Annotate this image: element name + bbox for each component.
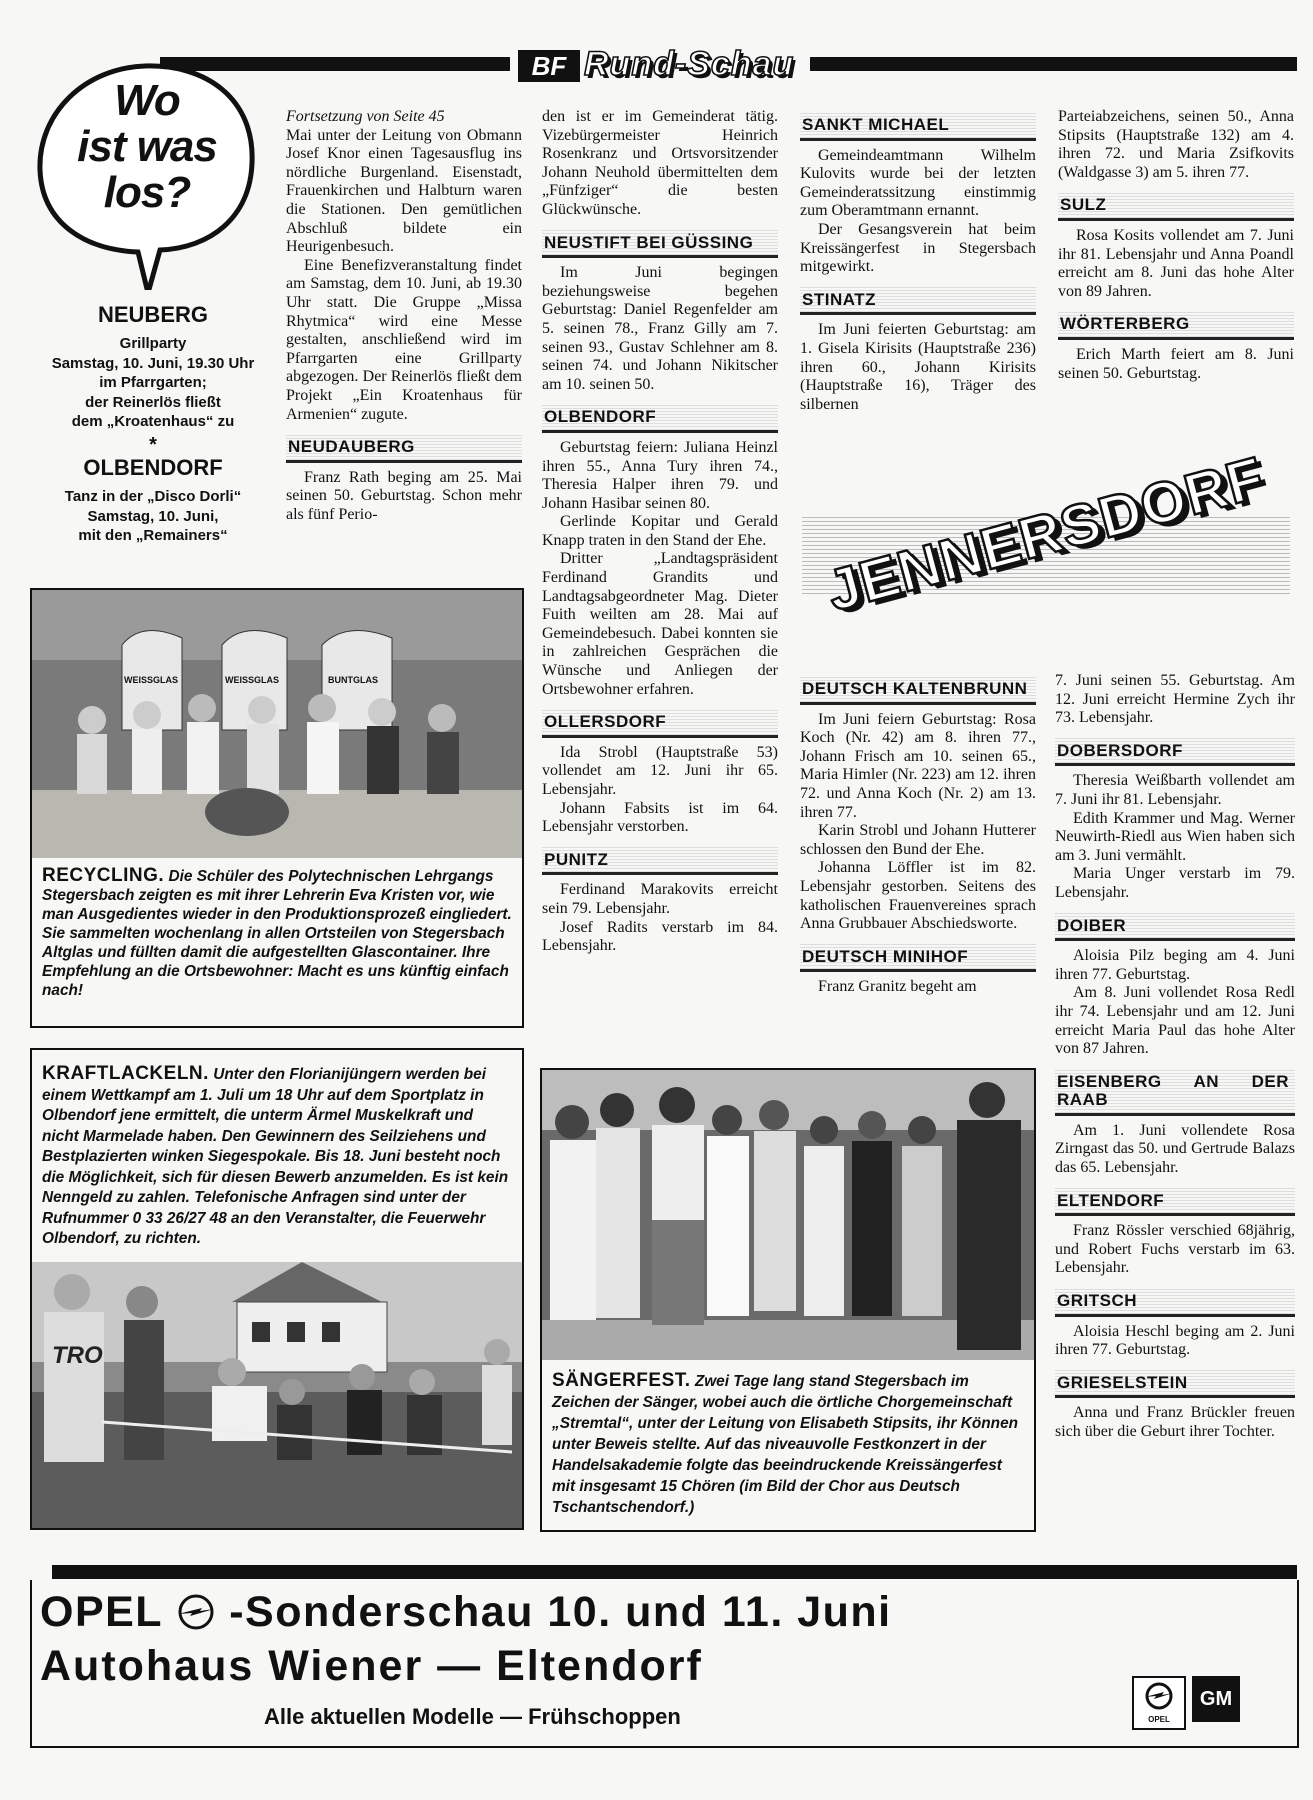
caption-lead: SÄNGERFEST. — [552, 1370, 691, 1391]
caption-text: Die Schüler des Polytechnischen Lehrgangs Stegersbach zeigten es mit ihrer Lehrerin Eva Kristen vor, wie man Ausgedientes wieder in den Produktionsprozeß eingliedert. Sie sammelten wochenlang in allen Ortsteilen von Stegersbach Altglas und füllten damit die aufgestellten Glascontainer. Ihre Empfehlung an die Ortsbewohner: Macht es uns künftig einfach nach! — [42, 868, 512, 999]
section-head-neudauberg: NEUDAUBERG — [286, 434, 522, 463]
bubble-line-2: ist was — [77, 122, 217, 171]
article-text: Rosa Kosits vollendet am 7. Juni ihr 81. Lebensjahr und Anna Poandl erreicht am 8. Juni das hohe Alter von 89 Jahren. — [1058, 226, 1294, 300]
article-text: Am 1. Juni vollendete Rosa Zirngast das 50. und Gertrude Balazs das 65. Lebensjahr. — [1055, 1121, 1295, 1177]
article-text: Ferdinand Marakovits erreicht sein 79. Lebensjahr. — [542, 881, 778, 917]
article-text: Ida Strobl (Hauptstraße 53) vollendet am 12. Juni ihr 65. Lebensjahr. — [542, 743, 778, 798]
section-head-doiber: DOIBER — [1055, 913, 1295, 942]
article-text: Im Juni feiern Geburtstag: Rosa Koch (Nr. 42) am 8. ihren 77., Johann Frisch am 10. seinen 65., Maria Himler (Nr. 223) am 12. ihren 72. und Anna Koch (Nr. 2) am 13. ihren 77. — [800, 710, 1036, 821]
bubble-line-1: Wo — [114, 76, 180, 125]
article-text: Aloisia Heschl beging am 2. Juni ihren 77. Geburtstag. — [1055, 1322, 1295, 1359]
gm-logo: GM — [1192, 1676, 1240, 1722]
section-head-stinatz: STINATZ — [800, 287, 1036, 316]
shirt-lettering: TRO — [52, 1342, 103, 1369]
section-head-worterberg: WÖRTERBERG — [1058, 311, 1294, 340]
section-head-ollersdorf: OLLERSDORF — [542, 709, 778, 738]
ad-headline — [40, 1588, 1290, 1637]
recycling-caption — [42, 866, 512, 1000]
section-head-deutsch-kaltenbrunn: DEUTSCH KALTENBRUNN — [800, 676, 1036, 705]
article-text: Geburtstag feiern: Juliana Heinzl ihren 55., Anna Tury ihren 74., Theresia Halper ihren 79. und Johann Hasibar seinen 80. — [542, 438, 778, 512]
article-text: Karin Strobl und Johann Hutterer schlossen den Bund der Ehe. — [800, 822, 1036, 858]
container-label: WEISSGLAS — [225, 675, 280, 685]
section-head-gritsch: GRITSCH — [1055, 1288, 1295, 1317]
recycling-box — [30, 588, 524, 1028]
event-title-olbendorf: OLBENDORF — [83, 455, 223, 480]
article-text: Am 8. Juni vollendet Rosa Redl ihr 74. Lebensjahr und am 12. Juni erreicht Maria Paul das hohe Alter von 87 Jahren. — [1055, 984, 1295, 1058]
article-text: Der Gesangsverein hat beim Kreissängerfest in Stegersbach mitgewirkt. — [800, 220, 1036, 276]
ad-top-rule — [52, 1565, 1297, 1579]
opel-logo-text: OPEL — [1148, 1715, 1170, 1724]
recycling-photo — [32, 590, 522, 858]
section-head-sulz: SULZ — [1058, 192, 1294, 221]
choir-photo-image — [542, 1070, 1034, 1360]
article-text: Parteiabzeichens, seinen 50., Anna Stipsits (Hauptstraße 132) am 4. ihren 72. und Maria Zsifkovits (Waldgasse 3) am 5. ihren 77. — [1058, 108, 1294, 181]
article-text: Theresia Weißbarth vollendet am 7. Juni ihr 81. Lebensjahr. — [1055, 772, 1295, 808]
article-text: Johann Fabsits ist im 64. Lebensjahr verstorben. — [542, 799, 778, 836]
events-list — [36, 298, 270, 546]
article-text: Gemeindeamtmann Wilhelm Kulovits wurde bei der letzten Gemeinderatssitzung einstimmig zum Oberamtmann ernannt. — [800, 146, 1036, 220]
section-head-dobersdorf: DOBERSDORF — [1055, 738, 1295, 767]
event-olbendorf: Tanz in der „Disco Dorli“ Samstag, 10. Juni, mit den „Remainers“ — [64, 488, 242, 544]
article-text: Eine Benefizveranstaltung findet am Samstag, dem 10. Juni, ab 19.30 Uhr statt. Die Gruppe „Missa Rhytmica“ wird eine Messe gestalten, anschließend wird im Pfarrgarten eine Grillparty abgezogen. Der Reinerlös fließt dem Projekt „Ein Kroatenhaus für Armenien“ zugute. — [286, 256, 522, 423]
section-head-deutsch-minihof: DEUTSCH MINIHOF — [800, 944, 1036, 973]
article-text: den ist er im Gemeinderat tätig. Vizebürgermeister Heinrich Rosenkranz und Ortsvorsitzender Johann Neuhold übermittelten dem „Fünfziger“ die besten Glückwünsche. — [542, 108, 778, 218]
column-3-lower — [800, 676, 1036, 997]
event-separator: * — [149, 433, 157, 456]
masthead-title: Rund-Schau — [584, 45, 795, 83]
opel-ad — [30, 1580, 1299, 1748]
article-text: 7. Juni seinen 55. Geburtstag. Am 12. Juni erreicht Hermine Zych ihr 73. Lebensjahr. — [1055, 672, 1295, 727]
article-text: Johanna Löffler ist im 82. Lebensjahr gestorben. Seitens des katholischen Frauenvereines sprach Anna Grubbauer Abschiedsworte. — [800, 859, 1036, 933]
bubble-line-3: los? — [103, 168, 191, 217]
opel-logo-icon — [1142, 1681, 1176, 1711]
article-text: Franz Rössler verschied 68jährig, und Robert Fuchs verstarb im 63. Lebensjahr. — [1055, 1222, 1295, 1277]
kraftlackeln-caption — [42, 1064, 514, 1250]
caption-text: Unter den Florianijüngern werden bei einem Wettkampf am 1. Juli um 18 Uhr auf dem Sportplatz in Olbendorf jene ermittelt, die unterm Ärmel Muskelkraft und nicht Marmelade haben. Den Gewinnern des Seilziehens und Bestplazierten winken Siegespokale. Bis 18. Juni besteht noch die Möglichkeit, sich für diesen Bewerb anzumelden. Es ist kein Nenngeld zu zahlen. Telefonische Anfragen sind unter der Rufnummer 0 33 26/27 48 an den Veranstalter, die Feuerwehr Olbendorf, zu richten. — [42, 1066, 509, 1247]
saengerfest-caption — [552, 1370, 1026, 1518]
continuation-note: Fortsetzung von Seite 45 — [286, 108, 445, 125]
section-head-sankt-michael: SANKT MICHAEL — [800, 112, 1036, 141]
event-neuberg: Grillparty Samstag, 10. Juni, 19.30 Uhr im Pfarrgarten; der Reinerlös fließt dem „Kroatenhaus“ zu — [51, 335, 255, 430]
caption-text: Zwei Tage lang stand Stegersbach im Zeichen der Sänger, wobei auch die örtliche Chorgemeinschaft „Stremtal“, unter der Leitung von Elisabeth Stipsits, ihr Können unter Beweis stellte. Auf das niveauvolle Festkonzert in der Handelsakademie folgte das beeindruckende Kreissängerfest mit insgesamt 15 Chören (im Bild der Chor aus Deutsch Tschantschendorf.) — [552, 1373, 1019, 1516]
section-head-grieselstein: GRIESELSTEIN — [1055, 1370, 1295, 1399]
column-3 — [800, 112, 1036, 414]
section-head-olbendorf: OLBENDORF — [542, 404, 778, 433]
article-text: Maria Unger verstarb im 79. Lebensjahr. — [1055, 865, 1295, 901]
ad-dealer: Autohaus Wiener — Eltendorf — [40, 1642, 703, 1690]
jennersdorf-title: JENNERSDORF — [820, 444, 1272, 624]
section-head-neustift: NEUSTIFT BEI GÜSSING — [542, 230, 778, 259]
article-text: Anna und Franz Brückler freuen sich über die Geburt ihrer Tochter. — [1055, 1404, 1295, 1440]
article-text: Dritter „Landtagspräsident Ferdinand Grandits und Landtagsabgeordneter Mag. Dieter Fuith weilten am 28. Mai auf Gemeindebesuch. Dabei konnten sie in zahlreichen Gesprächen die Wünsche und Anliegen der Ortsbewohner erfahren. — [542, 550, 778, 698]
opel-emblem-icon — [174, 1594, 218, 1630]
ad-subline: Alle aktuellen Modelle — Frühschoppen — [264, 1704, 681, 1729]
ad-headline-event: -Sonderschau 10. und 11. Juni — [229, 1588, 892, 1636]
caption-lead: RECYCLING. — [42, 865, 165, 886]
speech-bubble — [30, 58, 262, 290]
article-text: Edith Krammer und Mag. Werner Neuwirth-Riedl aus Wien haben sich am 3. Juni vermählt. — [1055, 809, 1295, 864]
event-title-neuberg: NEUBERG — [97, 302, 208, 327]
container-label: BUNTGLAS — [328, 675, 378, 685]
opel-logo-box — [1132, 1676, 1186, 1730]
caption-lead: KRAFTLACKELN. — [42, 1063, 209, 1084]
article-text: Franz Rath beging am 25. Mai seinen 50. Geburtstag. Schon mehr als fünf Perio- — [286, 468, 522, 523]
article-text: Franz Granitz begeht am — [818, 978, 977, 996]
kraftlackeln-box — [30, 1048, 524, 1530]
article-text: Mai unter der Leitung von Obmann Josef Knor einen Tagesausflug ins nördliche Burgenland. Eisenstadt, Frauenkirchen und Halbturn waren die Stationen. Den gemütlichen Abschluß bildete ein Heurigenbesuch. — [286, 126, 522, 256]
column-4-lower — [1055, 672, 1295, 1442]
tug-of-war-photo — [32, 1262, 522, 1528]
container-label: WEISSGLAS — [124, 675, 179, 685]
article-text: Erich Marth feiert am 8. Juni seinen 50. Geburtstag. — [1058, 345, 1294, 382]
saengerfest-box — [540, 1068, 1036, 1532]
article-text: Im Juni begingen beziehungsweise begehen Geburtstag: Daniel Regenfelder am 5. seinen 78., Franz Gilly am 7. seinen 93., Gustav Schlehner am 8. seinen 74. und Johann Nikitscher am 10. seinen 50. — [542, 264, 778, 393]
masthead-rule-right — [810, 57, 1297, 71]
column-4 — [1058, 108, 1294, 383]
article-text: Im Juni feierten Geburtstag: am 1. Gisela Kirisits (Hauptstraße 236) ihren 60., Johann Kirisits (Hauptstraße 16), Träger des silbernen — [800, 321, 1036, 413]
choir-photo — [542, 1070, 1034, 1360]
column-2 — [542, 108, 778, 956]
masthead-logo: BF — [518, 50, 580, 82]
section-head-eisenberg: EISENBERG AN DER RAAB — [1055, 1069, 1295, 1116]
tug-of-war-photo-image — [32, 1262, 522, 1528]
article-text: Gerlinde Kopitar und Gerald Knapp traten in den Stand der Ehe. — [542, 513, 778, 549]
section-head-eltendorf: ELTENDORF — [1055, 1188, 1295, 1217]
section-head-punitz: PUNITZ — [542, 847, 778, 876]
article-text: Aloisia Pilz beging am 4. Juni ihren 77. Geburtstag. — [1055, 947, 1295, 983]
recycling-photo-image — [32, 590, 522, 858]
column-1 — [286, 108, 522, 524]
ad-headline-brand: OPEL — [40, 1588, 163, 1636]
article-text: Josef Radits verstarb im 84. Lebensjahr. — [542, 918, 778, 955]
